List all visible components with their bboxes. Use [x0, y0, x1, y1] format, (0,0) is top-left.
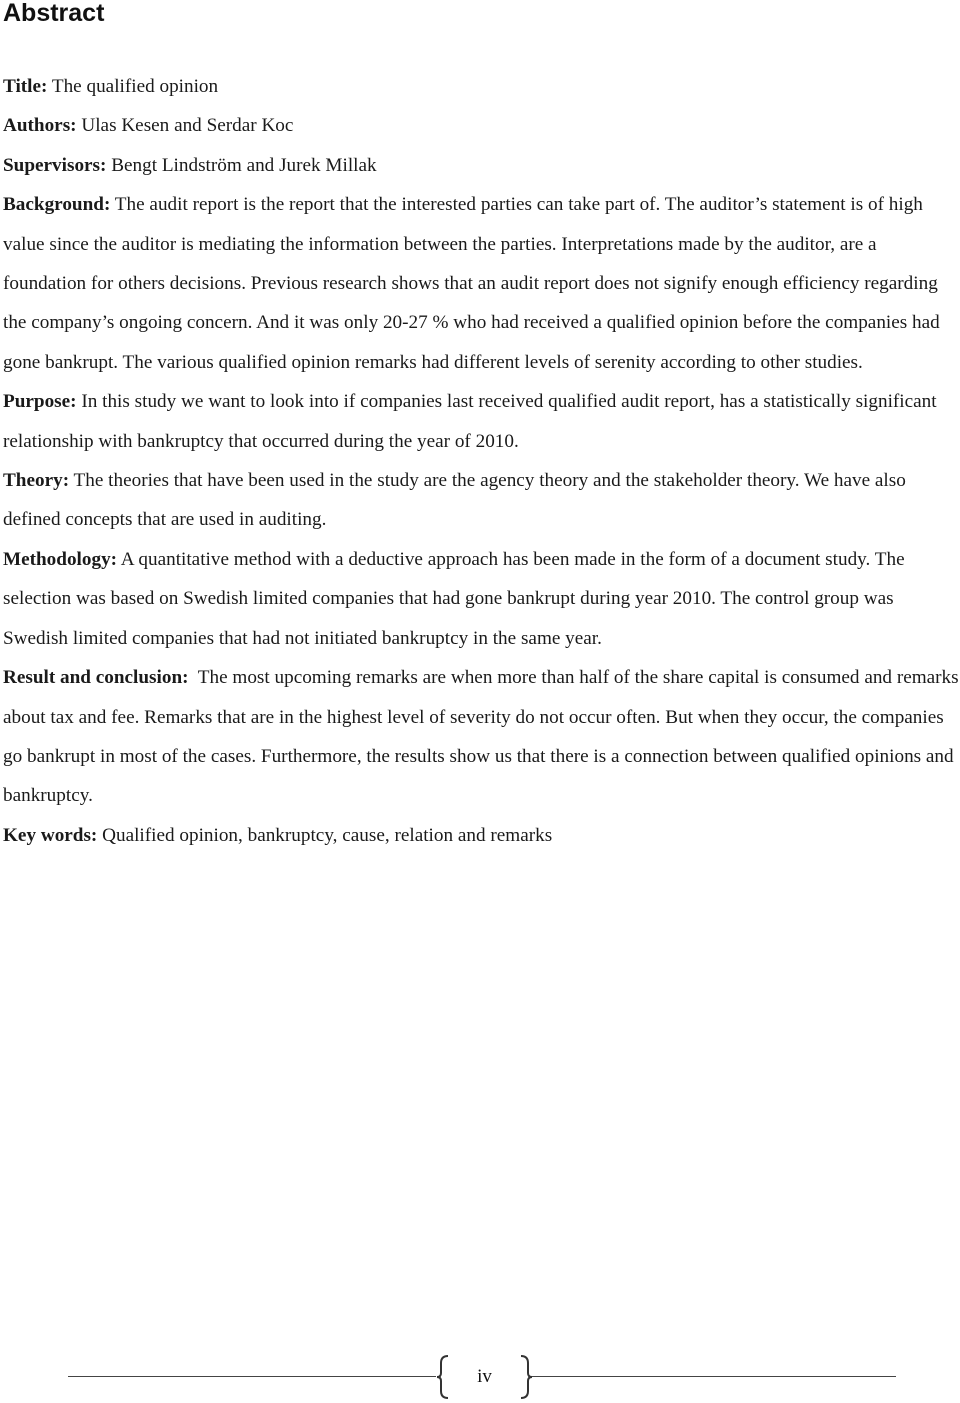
result-text: The most upcoming remarks are when more than half of the share capital is consumed and remarks about tax and fee. Remarks that are in the highest level of severity do not occur often. But when they occur, the companies go bankrupt in most of the cases. Furthermore, the results show us that there is a connection between qualified opinions and bankruptcy.: [3, 667, 959, 807]
authors-text: Ulas Kesen and Serdar Koc: [76, 115, 294, 137]
theory-paragraph: [3, 461, 959, 540]
title-text: The qualified opinion: [47, 76, 219, 97]
keywords-paragraph: [3, 816, 959, 855]
background-label: Background:: [3, 194, 111, 216]
theory-text: The theories that have been used in the study are the agency theory and the stakeholder theory. We have also defined concepts that are used in auditing.: [3, 470, 906, 531]
purpose-paragraph: [3, 382, 959, 461]
keywords-label: Key words:: [3, 824, 98, 846]
left-brace-icon: [436, 1355, 450, 1399]
page-number: iv: [477, 1366, 492, 1387]
supervisors-label: Supervisors:: [3, 154, 107, 176]
footer-rule-right: [532, 1376, 896, 1377]
supervisors-text: Bengt Lindström and Jurek Millak: [106, 154, 377, 176]
methodology-text: A quantitative method with a deductive approach has been made in the form of a document study. The selection was based on Swedish limited companies that had gone bankrupt during year 2010. The control group was Swedish limited companies that had not initiated bankruptcy in the same year.: [3, 548, 905, 649]
background-text: The audit report is the report that the interested parties can take part of. The auditor’s statement is of high value since the auditor is mediating the information between the parties. Interpretations made by the auditor, are a foundation for others decisions. Previous research shows that an audit report does not signify enough efficiency regarding the company’s ongoing concern. And it was only 20-27 % who had received a qualified opinion before the companies had gone bankrupt. The various qualified opinion remarks had different levels of serenity according to other studies.: [3, 194, 940, 373]
keywords-text: Qualified opinion, bankruptcy, cause, relation and remarks: [97, 824, 553, 846]
footer-rule-left: [68, 1376, 436, 1377]
result-label: Result and conclusion:: [3, 667, 189, 689]
authors-label: Authors:: [3, 115, 77, 137]
result-paragraph: [3, 658, 959, 816]
title-paragraph: [3, 67, 959, 106]
authors-paragraph: [3, 106, 959, 145]
methodology-label: Methodology:: [3, 548, 118, 570]
background-paragraph: [3, 185, 959, 382]
theory-label: Theory:: [3, 470, 70, 492]
abstract-body: [3, 67, 959, 855]
purpose-label: Purpose:: [3, 391, 77, 413]
methodology-paragraph: [3, 540, 959, 658]
abstract-heading: Abstract: [3, 0, 105, 27]
title-label: Title:: [3, 76, 48, 97]
right-brace-icon: [519, 1355, 533, 1399]
page-footer: [0, 1355, 960, 1403]
supervisors-paragraph: [3, 146, 959, 185]
purpose-text: In this study we want to look into if companies last received qualified audit report, has a statistically significant relationship with bankruptcy that occurred during the year of 2010.: [3, 391, 937, 452]
